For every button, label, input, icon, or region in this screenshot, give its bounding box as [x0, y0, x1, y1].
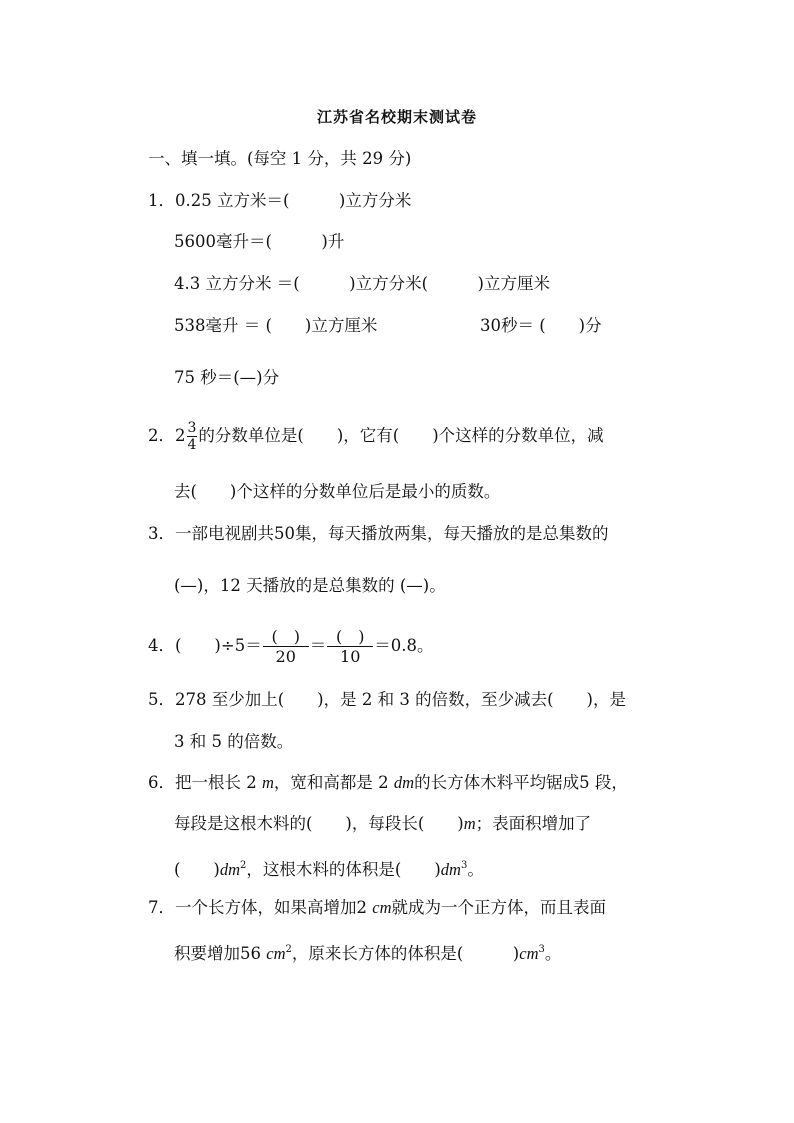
equals-sign: ＝: [309, 636, 327, 655]
fraction-1-numerator: ( ): [263, 627, 309, 647]
q6-text-a: 6．把一根长 2: [148, 773, 262, 792]
fraction-numerator: 3: [187, 420, 197, 436]
cube-superscript: 3: [538, 944, 545, 955]
question-5-line-1: 5．278 至少加上( )，是 2 和 3 的倍数，至少减去( )，是: [148, 690, 626, 709]
question-6-line-3: [174, 855, 484, 881]
fraction-1: [263, 627, 309, 666]
question-7-line-1: [148, 897, 606, 919]
question-3-line-1: 3．一部电视剧共50集，每天播放两集，每天播放的是总集数的: [148, 524, 609, 543]
q6-text-b: ，宽和高都是 2: [273, 773, 394, 792]
question-1-line-4a: 538毫升 ＝ ( )立方厘米: [174, 316, 378, 335]
fraction-denominator: 4: [187, 437, 197, 453]
unit-centimeter: cm: [266, 944, 286, 963]
q6-text-c: 的长方体木料平均锯成5 段，: [414, 773, 628, 792]
q6-text-g: ，这根木料的体积是( ): [246, 860, 441, 879]
unit-decimeter: dm: [219, 860, 241, 879]
question-1-line-3: 4.3 立方分米 ＝( )立方分米( )立方厘米: [174, 274, 550, 293]
q7-text-e: 。: [544, 944, 562, 963]
question-4-start: 4．( )÷5＝: [148, 636, 262, 655]
question-1-line-2: 5600毫升＝( )升: [174, 232, 345, 251]
q6-text-h: 。: [467, 860, 484, 879]
question-2-line-2: 去( )个这样的分数单位后是最小的质数。: [174, 482, 501, 501]
question-1-line-1: 1．0.25 立方米＝( )立方分米: [148, 191, 412, 210]
fraction-2: [327, 627, 373, 666]
question-6-line-1: [148, 772, 628, 794]
section-heading: 一、填一填。(每空 1 分，共 29 分): [148, 149, 412, 168]
square-superscript: 2: [240, 860, 247, 871]
question-1-line-4b: 30秒＝ ( )分: [480, 316, 602, 335]
question-7-line-2: [174, 939, 561, 965]
unit-centimeter: cm: [372, 898, 392, 917]
unit-decimeter: dm: [440, 860, 461, 879]
q7-text-d: ，原来长方体的体积是( ): [291, 944, 520, 963]
question-2-line-1: [148, 416, 604, 456]
question-5-line-2: 3 和 5 的倍数。: [174, 732, 294, 751]
q6-text-e: ；表面积增加了: [475, 814, 592, 833]
question-4-end: ＝0.8。: [374, 636, 434, 655]
unit-decimeter: dm: [393, 773, 415, 792]
cube-superscript: 3: [460, 860, 468, 871]
fraction-2-denominator: 10: [340, 647, 361, 666]
question-3-line-2: (—)，12 天播放的是总集数的 (—)。: [174, 576, 446, 595]
q7-text-c: 积要增加56: [174, 944, 267, 963]
question-4-line: [148, 624, 433, 668]
question-6-line-2: [174, 813, 591, 835]
unit-meter: m: [262, 773, 274, 792]
q7-text-a: 7．一个长方体，如果高增加2: [148, 898, 373, 917]
unit-centimeter: cm: [519, 944, 539, 963]
fraction-1-denominator: 20: [275, 647, 296, 666]
mixed-fraction: [187, 420, 198, 453]
page-title: 江苏省名校期末测试卷: [316, 108, 477, 126]
question-2-prefix: 2．2: [148, 426, 186, 445]
q7-text-b: 就成为一个正方体，而且表面: [391, 898, 606, 917]
fraction-2-numerator: ( ): [327, 627, 373, 647]
q6-text-d: 每段是这根木料的( )，每段长( ): [174, 814, 464, 833]
square-superscript: 2: [285, 944, 292, 955]
question-2-text: 的分数单位是( )，它有( )个这样的分数单位，减: [198, 426, 604, 445]
unit-meter: m: [463, 814, 476, 833]
question-1-line-5: 75 秒＝(—)分: [174, 368, 280, 387]
q6-text-f: ( ): [174, 860, 220, 879]
